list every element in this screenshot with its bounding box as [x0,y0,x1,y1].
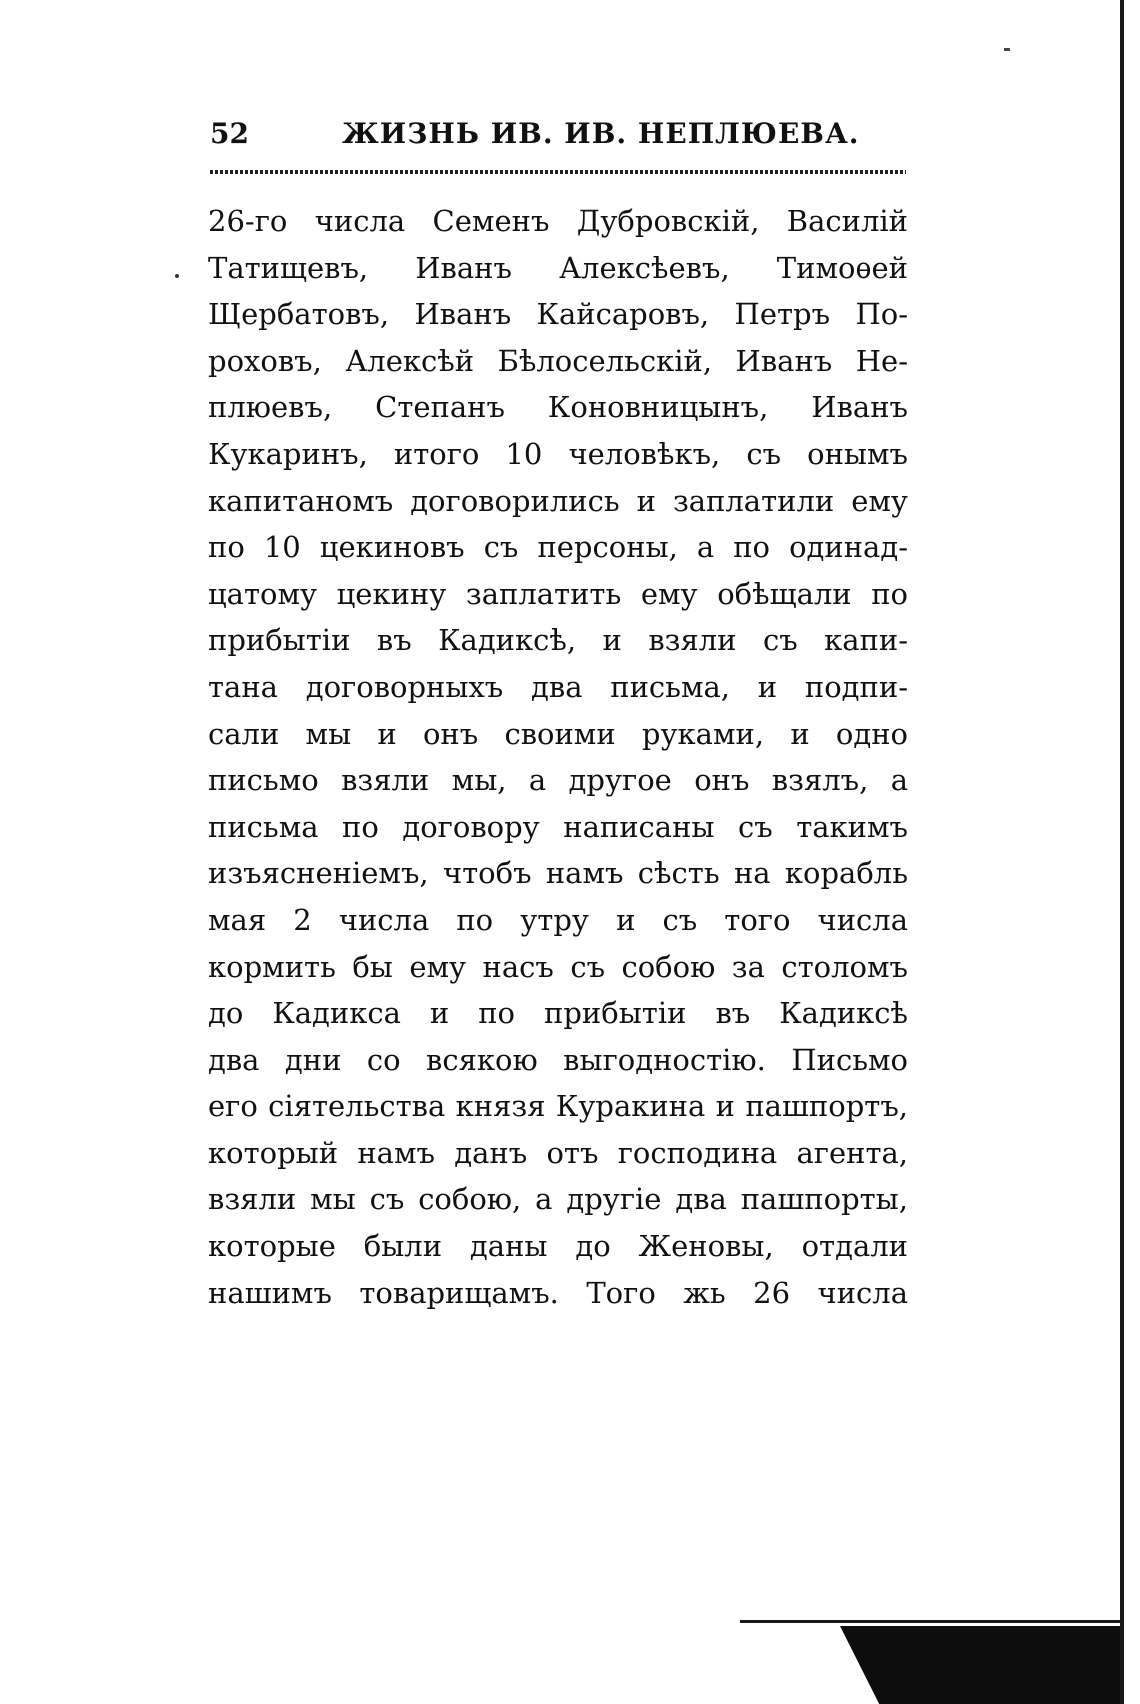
text-line: кормить бы ему насъ съ собою за столомъ [208,949,908,984]
scan-shadow-line [740,1620,1120,1623]
page-edge-line [1120,0,1124,1704]
running-title: ЖИЗНЬ ИВ. ИВ. НЕПЛЮЕВА. [342,117,860,150]
scan-speck [175,274,179,278]
text-line: цатому цекину заплатить ему обѣщали по [208,576,908,611]
text-line: плюевъ, Степанъ Коновницынъ, Иванъ [208,390,908,425]
text-line: мая 2 числа по утру и съ того числа [208,902,908,937]
text-line: Щербатовъ, Иванъ Кайсаровъ, Петръ По- [208,297,908,332]
text-line: взяли мы съ собою, а другіе два пашпорты, [208,1182,908,1217]
text-line: Кукаринъ, итого 10 человѣкъ, съ онымъ [208,436,908,471]
text-line: Татищевъ, Иванъ Алексѣевъ, Тимоѳей [208,250,908,285]
header-rule [210,170,906,174]
text-line: сали мы и онъ своими руками, и одно [208,716,908,751]
text-line: до Кадикса и по прибытіи въ Кадиксѣ [208,996,908,1031]
body-text [208,198,908,1316]
text-line: которые были даны до Женовы, отдали [208,1229,908,1264]
text-line: письма по договору написаны съ такимъ [208,809,908,844]
text-line: нашимъ товарищамъ. Того жь 26 числа [208,1275,908,1310]
scan-shadow [840,1626,1120,1704]
text-line: 26-го числа Семенъ Дубровскій, Василій [208,204,908,238]
text-line: прибытіи въ Кадиксѣ, и взяли съ капи- [208,623,908,658]
text-line: тана договорныхъ два письма, и подпи- [208,669,908,704]
text-line: по 10 цекиновъ съ персоны, а по одинад- [208,530,908,565]
text-line: роховъ, Алексѣй Бѣлосельскій, Иванъ Не- [208,343,908,378]
running-head [210,112,906,156]
text-line: изъясненіемъ, чтобъ намъ сѣсть на корабль [208,856,908,891]
text-line: письмо взяли мы, а другое онъ взялъ, а [208,763,908,798]
page-number: 52 [210,117,249,150]
text-line: который намъ данъ отъ господина агента, [208,1135,908,1170]
text-line: капитаномъ договорились и заплатили ему [208,483,908,518]
text-line: его сіятельства князя Куракина и пашпортъ, [208,1089,908,1124]
text-line: два дни со всякою выгодностію. Письмо [208,1042,908,1077]
scan-mark [1004,48,1010,51]
